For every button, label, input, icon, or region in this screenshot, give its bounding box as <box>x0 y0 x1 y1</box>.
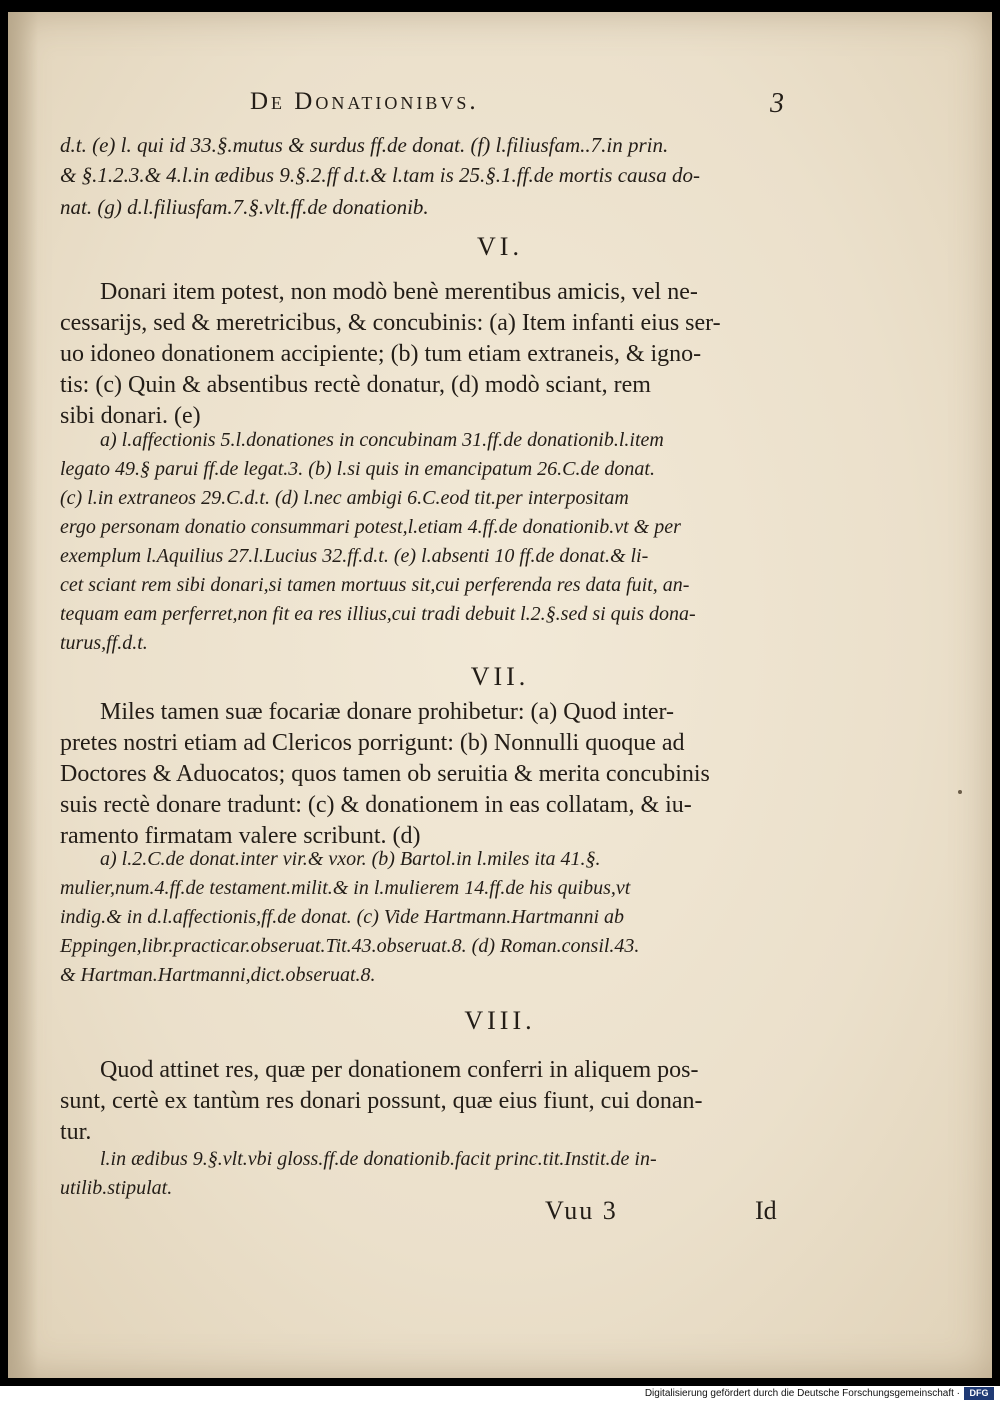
signature-mark: Vuu 3 <box>545 1196 618 1225</box>
footnote-line: (c) l.in extraneos 29.C.d.t. (d) l.nec ambigi 6.C.eod tit.per interpositam <box>60 487 629 509</box>
top-note-line: & §.1.2.3.& 4.l.in ædibus 9.§.2.ff d.t.& l.tam is 25.§.1.ff.de mortis causa do- <box>60 163 700 187</box>
footnote-line: exemplum l.Aquilius 27.l.Lucius 32.ff.d.t. (e) l.absenti 10 ff.de donat.& li- <box>60 545 649 567</box>
footnote-line: mulier,num.4.ff.de testament.milit.& in l.mulierem 14.ff.de his quibus,vt <box>60 877 631 899</box>
page-number: 3 <box>770 88 784 119</box>
section-heading-vii: VII. <box>470 662 530 691</box>
body-line: uo idoneo donationem accipiente; (b) tum etiam extraneis, & igno- <box>60 341 702 367</box>
body-line: Donari item potest, non modò benè merentibus amicis, vel ne- <box>100 279 698 305</box>
body-line: tur. <box>60 1119 92 1145</box>
page-gutter-shadow <box>8 12 38 1378</box>
body-line: tis: (c) Quin & absentibus rectè donatur, (d) modò sciant, rem <box>60 372 651 398</box>
catchword: Id <box>755 1196 777 1225</box>
body-line: suis rectè donare tradunt: (c) & donationem in eas collatam, & iu- <box>60 792 692 818</box>
footnote-line: l.in ædibus 9.§.vlt.vbi gloss.ff.de donationib.facit princ.tit.Instit.de in- <box>100 1148 657 1170</box>
body-line: cessarijs, sed & meretricibus, & concubinis: (a) Item infanti eius ser- <box>60 310 721 336</box>
footnote-line: a) l.2.C.de donat.inter vir.& vxor. (b) Bartol.in l.miles ita 41.§. <box>100 848 601 870</box>
section-heading-viii: VIII. <box>464 1006 536 1035</box>
top-note-line: nat. (g) d.l.filiusfam.7.§.vlt.ff.de donationib. <box>60 195 429 219</box>
footnote-line: ergo personam donatio consummari potest,l.etiam 4.ff.de donationib.vt & per <box>60 516 681 538</box>
footnote-line: Eppingen,libr.practicar.obseruat.Tit.43.obseruat.8. (d) Roman.consil.43. <box>60 935 640 957</box>
paper-speck <box>958 790 962 794</box>
footnote-line: legato 49.§ parui ff.de legat.3. (b) l.si quis in emancipatum 26.C.de donat. <box>60 458 655 480</box>
footnote-line: indig.& in d.l.affectionis,ff.de donat. (c) Vide Hartmann.Hartmanni ab <box>60 906 625 928</box>
footnote-line: utilib.stipulat. <box>60 1177 173 1199</box>
footnote-line: cet sciant rem sibi donari,si tamen mortuus sit,cui perferenda res data fuit, an- <box>60 574 690 596</box>
body-line: sunt, certè ex tantùm res donari possunt, quæ eius fiunt, cui donan- <box>60 1088 703 1114</box>
body-line: sibi donari. (e) <box>60 403 201 429</box>
body-line: Miles tamen suæ focariæ donare prohibetur: (a) Quod inter- <box>100 699 675 725</box>
footnote-line: a) l.affectionis 5.l.donationes in concubinam 31.ff.de donationib.l.item <box>100 429 664 451</box>
body-line: pretes nostri etiam ad Clericos porrigunt: (b) Nonnulli quoque ad <box>60 730 685 756</box>
digitization-credit: Digitalisierung gefördert durch die Deutsche Forschungsgemeinschaft · <box>644 1388 960 1399</box>
body-line: ramento firmatam valere scribunt. (d) <box>60 823 421 849</box>
body-line: Doctores & Aduocatos; quos tamen ob seruitia & merita concubinis <box>60 761 710 787</box>
section-heading-vi: VI. <box>477 232 523 261</box>
dfg-logo-icon: DFG <box>964 1387 994 1400</box>
footnote-line: & Hartman.Hartmanni,dict.obseruat.8. <box>60 964 376 986</box>
footnote-line: turus,ff.d.t. <box>60 632 148 654</box>
footnote-line: tequam eam perferret,non fit ea res illius,cui tradi debuit l.2.§.sed si quis dona- <box>60 603 696 625</box>
running-header: De Donationibvs. <box>250 88 479 115</box>
body-line: Quod attinet res, quæ per donationem conferri in aliquem pos- <box>100 1057 699 1083</box>
top-note-line: d.t. (e) l. qui id 33.§.mutus & surdus ff.de donat. (f) l.filiusfam..7.in prin. <box>60 133 669 157</box>
